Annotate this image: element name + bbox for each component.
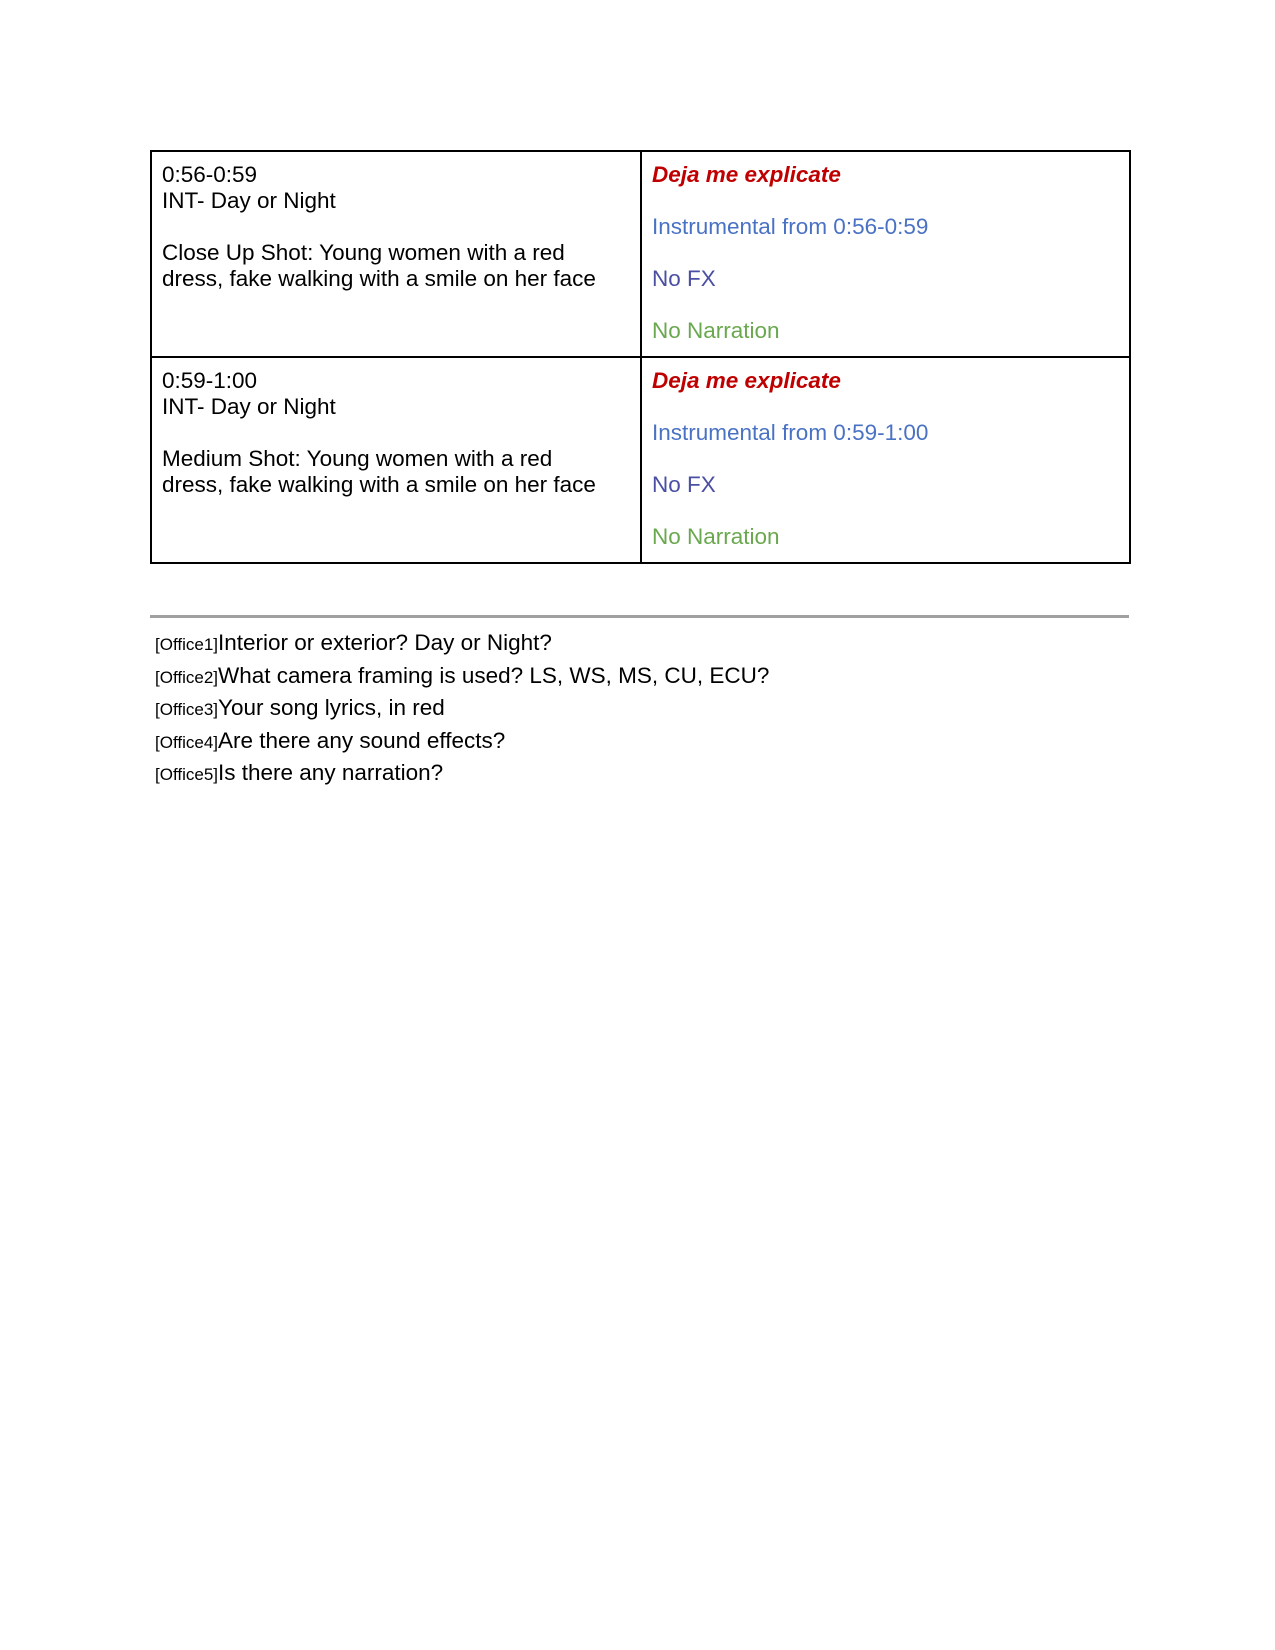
instrumental-note: Instrumental from 0:56-0:59 [652,214,929,239]
fx-note: No FX [652,472,716,497]
shot-description-line: dress, fake walking with a smile on her face [162,266,596,291]
comment-ref-link[interactable]: [Office3] [155,700,218,719]
comments-divider [150,615,1129,618]
shot-time: 0:59-1:00 [162,368,258,393]
comment-text: What camera framing is used? LS, WS, MS, CU, ECU? [218,662,770,688]
comment-item [155,758,769,791]
comment-item [155,726,769,759]
shot-description-cell [151,357,641,563]
comment-ref-link[interactable]: [Office2] [155,667,218,687]
comments-list [155,628,769,791]
comment-text: Is there any narration? [218,760,444,785]
table-row [151,151,1130,357]
comment-ref-link[interactable]: [Office1] [155,635,218,654]
comment-ref-link[interactable]: [Office5] [155,765,218,784]
table-row [151,357,1130,563]
instrumental-note: Instrumental from 0:59-1:00 [652,420,929,445]
comment-ref-link[interactable]: [Office4] [155,732,218,752]
shot-description-line: Medium Shot: Young women with a red [162,446,553,471]
narration-note: No Narration [652,524,780,549]
comment-item [155,628,769,661]
song-lyrics: Deja me explicate [652,368,841,393]
comment-item [155,693,769,726]
comment-text: Are there any sound effects? [218,727,506,753]
shot-setting: INT- Day or Night [162,188,336,213]
shot-setting: INT- Day or Night [162,394,336,419]
audio-cell [641,151,1130,357]
comment-text: Your song lyrics, in red [218,695,445,720]
comment-text: Interior or exterior? Day or Night? [218,630,552,655]
shot-description-line: Close Up Shot: Young women with a red [162,240,565,265]
narration-note: No Narration [652,318,780,343]
shot-description-cell [151,151,641,357]
shot-table [150,150,1131,564]
fx-note: No FX [652,266,716,291]
song-lyrics: Deja me explicate [652,162,841,187]
shot-time: 0:56-0:59 [162,162,258,187]
comment-item [155,661,769,694]
audio-cell [641,357,1130,563]
shot-description-line: dress, fake walking with a smile on her face [162,472,596,497]
